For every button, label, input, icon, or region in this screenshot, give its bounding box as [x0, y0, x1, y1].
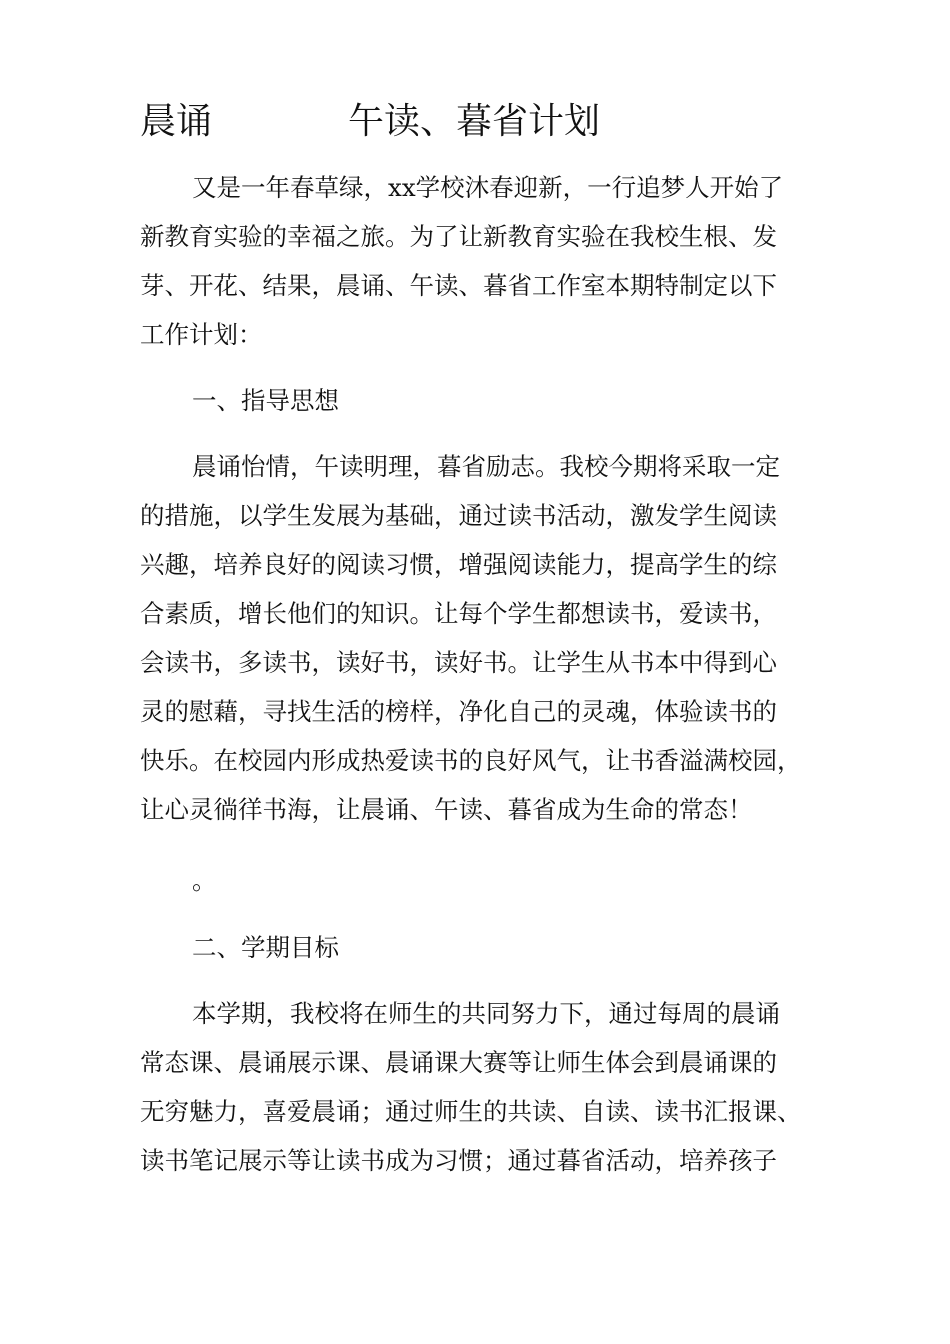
title-part-1: 晨诵 — [140, 101, 213, 142]
section-heading-1: 一、指导思想 — [192, 386, 339, 415]
paragraph-line: 工作计划： — [140, 320, 263, 349]
paragraph-line: 无穷魅力，喜爱晨诵；通过师生的共读、自读、读书汇报课、 — [140, 1097, 802, 1126]
paragraph-line: 常态课、晨诵展示课、晨诵课大赛等让师生体会到晨诵课的 — [140, 1048, 777, 1077]
paragraph-line: 兴趣，培养良好的阅读习惯，增强阅读能力，提高学生的综 — [140, 550, 777, 579]
paragraph-line: 让心灵徜徉书海，让晨诵、午读、暮省成为生命的常态！ — [140, 795, 753, 824]
section1-paragraph — [140, 442, 840, 834]
paragraph-line: 合素质，增长他们的知识。让每个学生都想读书，爱读书， — [140, 599, 777, 628]
paragraph-line: 晨诵怡情，午读明理，暮省励志。我校今期将采取一定 — [192, 452, 780, 481]
document-title — [140, 96, 840, 148]
paragraph-line: 快乐。在校园内形成热爱读书的良好风气，让书香溢满校园， — [140, 746, 802, 775]
section-heading-2: 二、学期目标 — [192, 933, 339, 962]
intro-paragraph — [140, 163, 840, 359]
section2-paragraph — [140, 989, 840, 1185]
paragraph-line: 读书笔记展示等让读书成为习惯；通过暮省活动，培养孩子 — [140, 1146, 777, 1175]
stray-punctuation: 。 — [192, 866, 217, 895]
paragraph-line: 又是一年春草绿，xx学校沐春迎新，一行追梦人开始了 — [192, 173, 784, 202]
paragraph-line: 会读书，多读书，读好书，读好书。让学生从书本中得到心 — [140, 648, 777, 677]
paragraph-line: 芽、开花、结果，晨诵、午读、暮省工作室本期特制定以下 — [140, 271, 777, 300]
paragraph-line: 灵的慰藉，寻找生活的榜样，净化自己的灵魂，体验读书的 — [140, 697, 777, 726]
title-part-2: 午读、暮省计划 — [348, 101, 601, 142]
paragraph-line: 本学期，我校将在师生的共同努力下，通过每周的晨诵 — [192, 999, 780, 1028]
paragraph-line: 的措施，以学生发展为基础，通过读书活动，激发学生阅读 — [140, 501, 777, 530]
paragraph-line: 新教育实验的幸福之旅。为了让新教育实验在我校生根、发 — [140, 222, 777, 251]
